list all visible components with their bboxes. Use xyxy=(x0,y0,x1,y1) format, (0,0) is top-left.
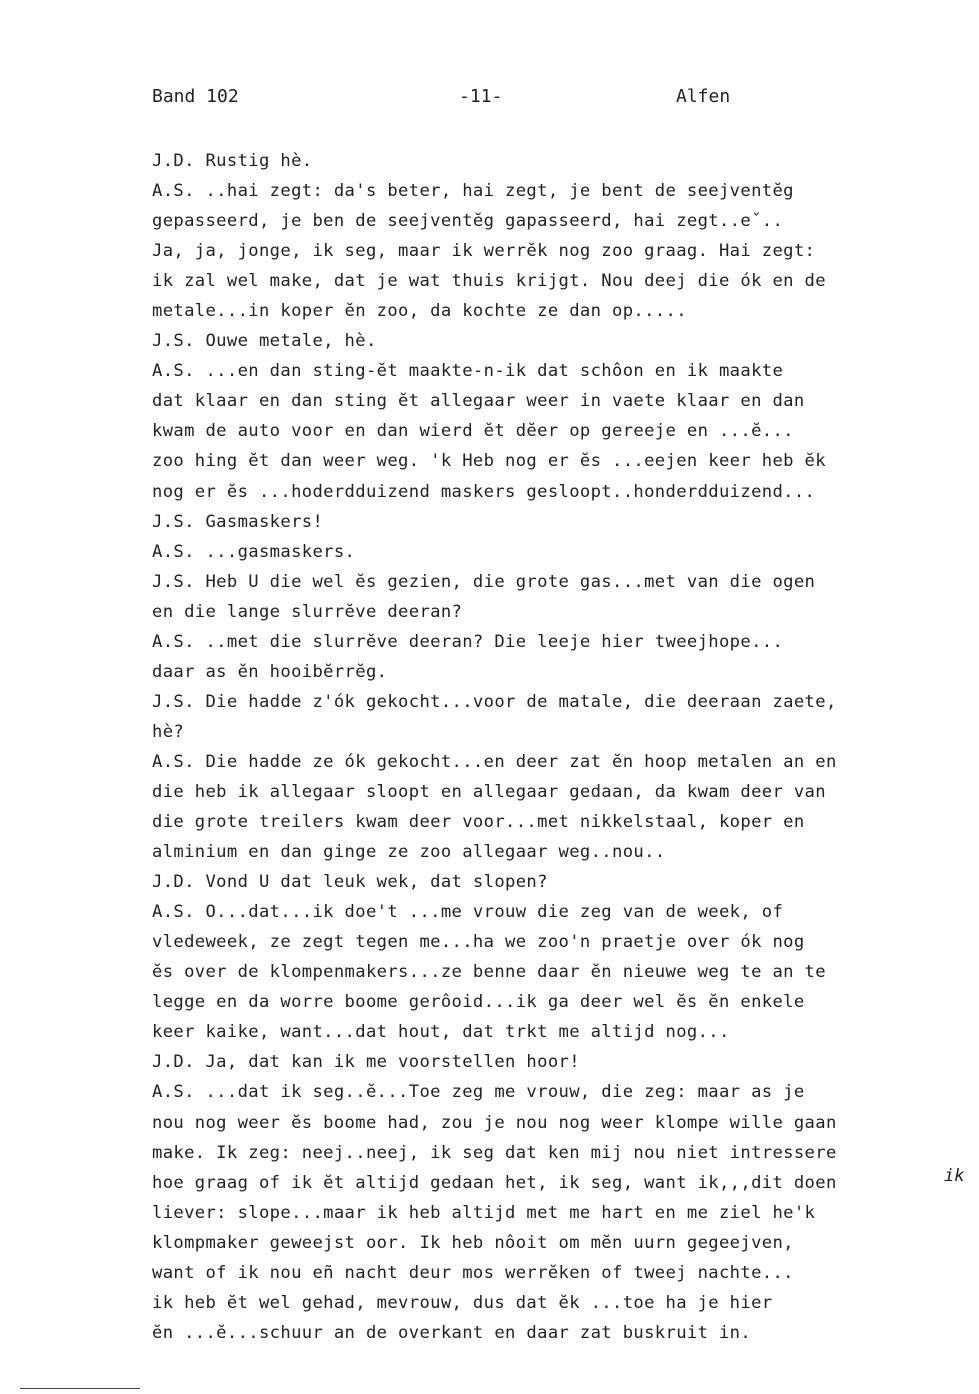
transcript-line: en die lange slurrĕve deeran? xyxy=(152,601,463,622)
margin-annotation: ik xyxy=(944,1166,965,1186)
transcript-line: J.S. Gasmaskers! xyxy=(152,511,324,532)
transcript-line: vledeweek, ze zegt tegen me...ha we zoo'n praetje over ók nog xyxy=(152,932,805,953)
transcript-line: Ja, ja, jonge, ik seg, maar ik werrĕk nog zoo graag. Hai zegt: xyxy=(152,241,816,262)
transcript-line: klompmaker geweejst oor. Ik heb nôoit om mĕn uurn gegeejven, xyxy=(152,1232,794,1253)
transcript-line: nou nog weer ĕs boome had, zou je nou nog weer klompe wille gaan xyxy=(152,1112,837,1133)
transcript-line: metale...in koper ĕn zoo, da kochte ze dan op..... xyxy=(152,301,687,322)
transcript-line: keer kaike, want...dat hout, dat trkt me altijd nog... xyxy=(152,1022,730,1043)
transcript-line: J.D. Vond U dat leuk wek, dat slopen? xyxy=(152,872,548,893)
transcript-line: A.S. ..met die slurrĕve deeran? Die leeje hier tweejhope... xyxy=(152,631,784,652)
transcript-line: J.S. Ouwe metale, hè. xyxy=(152,331,377,352)
transcript-line: A.S. ...en dan sting-ĕt maakte-n-ik dat schôon en ik maakte xyxy=(152,361,784,382)
page-header xyxy=(0,86,979,110)
footer-rule xyxy=(20,1388,140,1389)
transcript-line: daar as ĕn hooibĕrrĕg. xyxy=(152,661,388,682)
transcript-line: A.S. O...dat...ik doe't ...me vrouw die zeg van de week, of xyxy=(152,902,784,923)
transcript-line: liever: slope...maar ik heb altijd met me hart en me ziel he'k xyxy=(152,1202,816,1223)
transcript-line: ik zal wel make, dat je wat thuis krijgt. Nou deej die ók en de xyxy=(152,271,826,292)
transcript-line: die heb ik allegaar sloopt en allegaar gedaan, da kwam deer van xyxy=(152,781,826,802)
transcript-line: J.D. Ja, dat kan ik me voorstellen hoor! xyxy=(152,1052,580,1073)
transcript-line: gepasseerd, je ben de seejventĕg gapasseerd, hai zegt..eˇ.. xyxy=(152,211,784,232)
transcript-line: zoo hing ĕt dan weer weg. 'k Heb nog er ĕs ...eejen keer heb ĕk xyxy=(152,451,826,472)
place-name: Alfen xyxy=(676,86,731,107)
transcript-line: A.S. ...gasmaskers. xyxy=(152,541,356,562)
transcript-line: alminium en dan ginge ze zoo allegaar weg..nou.. xyxy=(152,842,666,863)
transcript-line: A.S. Die hadde ze ók gekocht...en deer zat ĕn hoop metalen an en xyxy=(152,751,837,772)
transcript-line: A.S. ...dat ik seg..ĕ...Toe zeg me vrouw, die zeg: maar as je xyxy=(152,1082,805,1103)
transcript-line: make. Ik zeg: neej..neej, ik seg dat ken mij nou niet intressere xyxy=(152,1142,837,1163)
transcript-line: legge en da worre boome gerôoid...ik ga deer wel ĕs ĕn enkele xyxy=(152,992,805,1013)
transcript-line: J.D. Rustig hè. xyxy=(152,151,313,171)
transcript-line: dat klaar en dan sting ĕt allegaar weer in vaete klaar en dan xyxy=(152,391,805,412)
transcript-line: want of ik nou eñ nacht deur mos werrĕken of tweej nachte... xyxy=(152,1262,794,1283)
band-label: Band 102 xyxy=(152,86,239,107)
transcript-line: J.S. Heb U die wel ĕs gezien, die grote gas...met van die ogen xyxy=(152,571,816,592)
transcript-line: hoe graag of ik ĕt altijd gedaan het, ik seg, want ik,,,dit doen xyxy=(152,1172,837,1193)
transcript-line: ik heb ĕt wel gehad, mevrouw, dus dat ĕk ...toe ha je hier xyxy=(152,1292,773,1313)
transcript-line: J.S. Die hadde z'ók gekocht...voor de matale, die deeraan zaete, xyxy=(152,691,837,712)
transcript-line: ĕn ...ĕ...schuur an de overkant en daar zat buskruit in. xyxy=(152,1322,752,1343)
transcript-line: A.S. ..hai zegt: da's beter, hai zegt, je bent de seejventĕg xyxy=(152,181,794,202)
transcript-line: die grote treilers kwam deer voor...met nikkelstaal, koper en xyxy=(152,812,805,833)
transcript-body xyxy=(152,146,952,1348)
transcript-line: ĕs over de klompenmakers...ze benne daar ĕn nieuwe weg te an te xyxy=(152,962,826,983)
transcript-line: hè? xyxy=(152,721,185,742)
page-number: -11- xyxy=(459,86,503,107)
transcript-line: nog er ĕs ...hoderdduizend maskers gesloopt..honderdduizend... xyxy=(152,481,816,502)
transcript-line: kwam de auto voor en dan wierd ĕt dĕer op gereeje en ...ĕ... xyxy=(152,421,794,442)
